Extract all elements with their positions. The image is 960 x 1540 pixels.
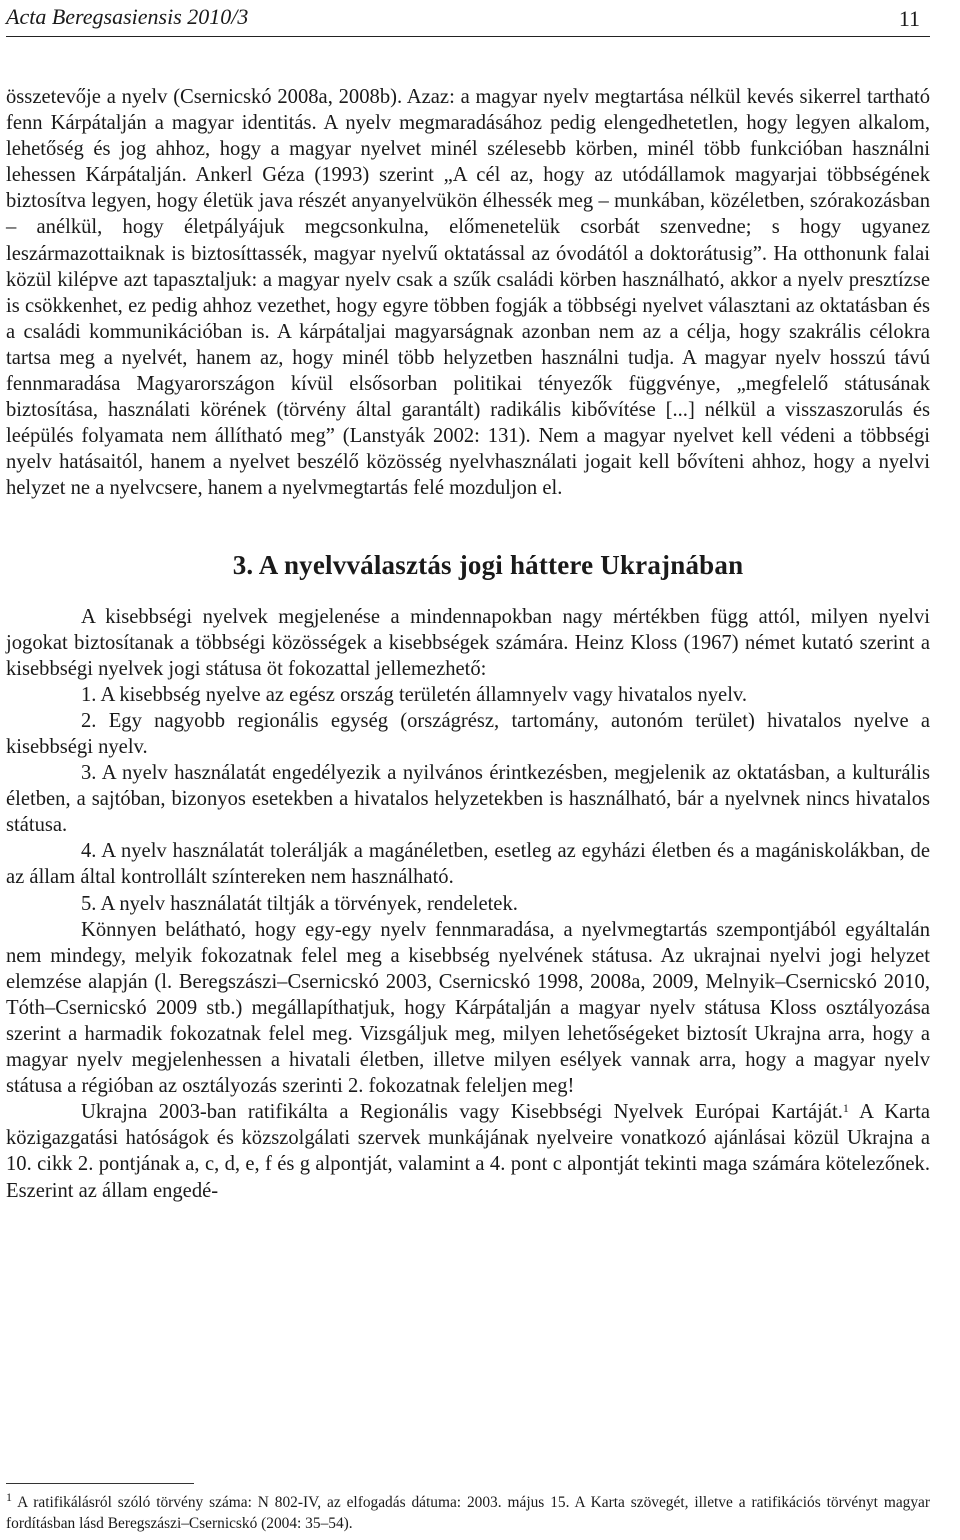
footnote xyxy=(6,1492,930,1534)
list-item-5: 5. A nyelv használatát tiltják a törvények, rendeletek. xyxy=(81,892,518,915)
running-header xyxy=(6,2,930,36)
footnote-reference[interactable]: 1 xyxy=(842,1101,849,1116)
list-item-4: 4. A nyelv használatát tolerálják a magánéletben, esetleg az egyházi életben és a magániskolákban, de az állam által kontrollált színtereken nem használható. xyxy=(6,840,930,889)
journal-title: Acta Beregsasiensis 2010/3 xyxy=(6,4,249,29)
footnote-rule xyxy=(6,1483,194,1484)
charter-text-a: Ukrajna 2003-ban ratifikálta a Regionális vagy Kisebbségi Nyelvek Európai Kartáját. xyxy=(81,1101,843,1124)
paragraph-analysis: Könnyen belátható, hogy egy-egy nyelv fennmaradása, a nyelvmegtartás szempontjából egyáltalán nem mindegy, melyik fokozatnak felel meg a kisebbség nyelvének státusa. Az ukrajnai nyelvi jogi helyzet elemzése alapján (l. Beregszászi–Csernicskó 2003, Csernicskó 1998, 2008a, 2009, Melnyik–Csernicskó 2010, Tóth–Csernicskó 2009 stb.) megállapíthatjuk, hogy Kárpátalján a magyar nyelv státusa Kloss osztályozása szerint a harmadik fokozatnak felel meg. Vizsgáljuk meg, milyen lehetőségeket biztosít Ukrajna arra, hogy a magyar nyelv megjelenhessen a hivatali életben, illetve milyen esélyek vannak arra, hogy a magyar nyelv státusa a régióban az osztályozás szerinti 2. fokozatnak feleljen meg! xyxy=(6,918,930,1098)
footnote-text: A ratifikálásról szóló törvény száma: N 802-IV, az elfogadás dátuma: 2003. május 15. A Karta szövegét, illetve a ratifikációs törvényt magyar fordításban lásd Beregszászi–Csernicskó (2004: 35–54). xyxy=(6,1494,930,1532)
list-item-3: 3. A nyelv használatát engedélyezik a nyilvános érintkezésben, megjelenik az oktatásban, a kulturális életben, a sajtóban, bizonyos esetekben a hivatalos helyzetekben is használható, bár a nyelvnek nincs hivatalos státusa. xyxy=(6,762,930,837)
paragraph-intro: összetevője a nyelv (Csernicskó 2008a, 2008b). Azaz: a magyar nyelv megtartása nélkül kevés sikerrel tartható fenn Kárpátalján a magyar identitás. A nyelv megmaradásához pedig elengedhetetlen, hogy legyen alkalom, lehetőség és jog ahhoz, hogy a magyar nyelvet minél szélesebb körben, minél több funkcióban használni lehessen Kárpátalján. Ankerl Géza (1993) szerint „A cél az, hogy az utódállamok magyarjai többségének biztosítva legyen, hogy életük java részét anyanyelvükön élhessék meg – munkában, közéletben, szórakozásban – anélkül, hogy életpályájuk megcsonkulna, előmenetelük csorbát szenvedne; s hogy ugyanez leszármazottaiknak is biztosíttassék, magyar nyelvű oktatással az óvodától a doktorátusig”. Ha otthonunk falai közül kilépve azt tapasztaljuk: a magyar nyelv csak a szűk családi körben használható, akkor a nyelv presztízse is csökkenhet, ez pedig ahhoz vezethet, hogy egyre többen fogják a többségi nyelvet választani az oktatásban és a családi kommunikációban is. A kárpátaljai magyarságnak azonban nem az a célja, hogy szakrális célokra tartsa meg a nyelvét, hanem az, hogy minél több helyzetben használni tudja. A magyar nyelv hosszú távú fennmaradása Magyarországon kívül elsősorban politikai tényezők függvénye, „megfelelő státusának biztosítása, használati körének (törvény által garantált) radikális kibővítése [...] nélkül a visszaszorulás és leépülés folyamata nem állítható meg” (Lanstyák 2002: 131). Nem a magyar nyelvet kell védeni a többségi nyelv hatásaitól, hanem a nyelvet beszélő közösség nyelvhasználati jogait kell bővíteni ahhoz, hogy a nyelvi helyzet ne a nyelvcsere, hanem a nyelvmegtartás felé mozduljon el. xyxy=(6,86,930,500)
page-number: 11 xyxy=(898,6,920,31)
paragraph-kloss: A kisebbségi nyelvek megjelenése a mindennapokban nagy mértékben függ attól, milyen nyelvi jogokat biztosítanak a többségi közösségek a kisebbségek számára. Heinz Kloss (1967) német kutató szerint a kisebbségi nyelvek jogi státusa öt fokozattal jellemezhető: xyxy=(6,605,930,680)
charter-text-b: A Karta közigazgatási hatóságok és közszolgálati szervek munkájának nyelveire vonatkozó ajánlásai közül Ukrajna a 10. cikk 2. pontjának a, c, d, e, f és g alpontját, valamint a 4. pont c alpontját tekinti maga számára kötelezőnek. Eszerint az állam engedé- xyxy=(6,1101,930,1202)
section-heading: 3. A nyelvválasztás jogi háttere Ukrajnában xyxy=(232,549,744,580)
paragraph-charter xyxy=(6,1099,930,1203)
footnote-marker: 1 xyxy=(6,1490,12,1504)
body-text xyxy=(6,84,930,1204)
list-item-2: 2. Egy nagyobb regionális egység (országrész, tartomány, autonóm terület) hivatalos nyelve a kisebbségi nyelv. xyxy=(6,709,930,758)
list-item-1: 1. A kisebbség nyelve az egész ország területén államnyelv vagy hivatalos nyelv. xyxy=(81,683,748,706)
header-rule xyxy=(6,36,930,37)
